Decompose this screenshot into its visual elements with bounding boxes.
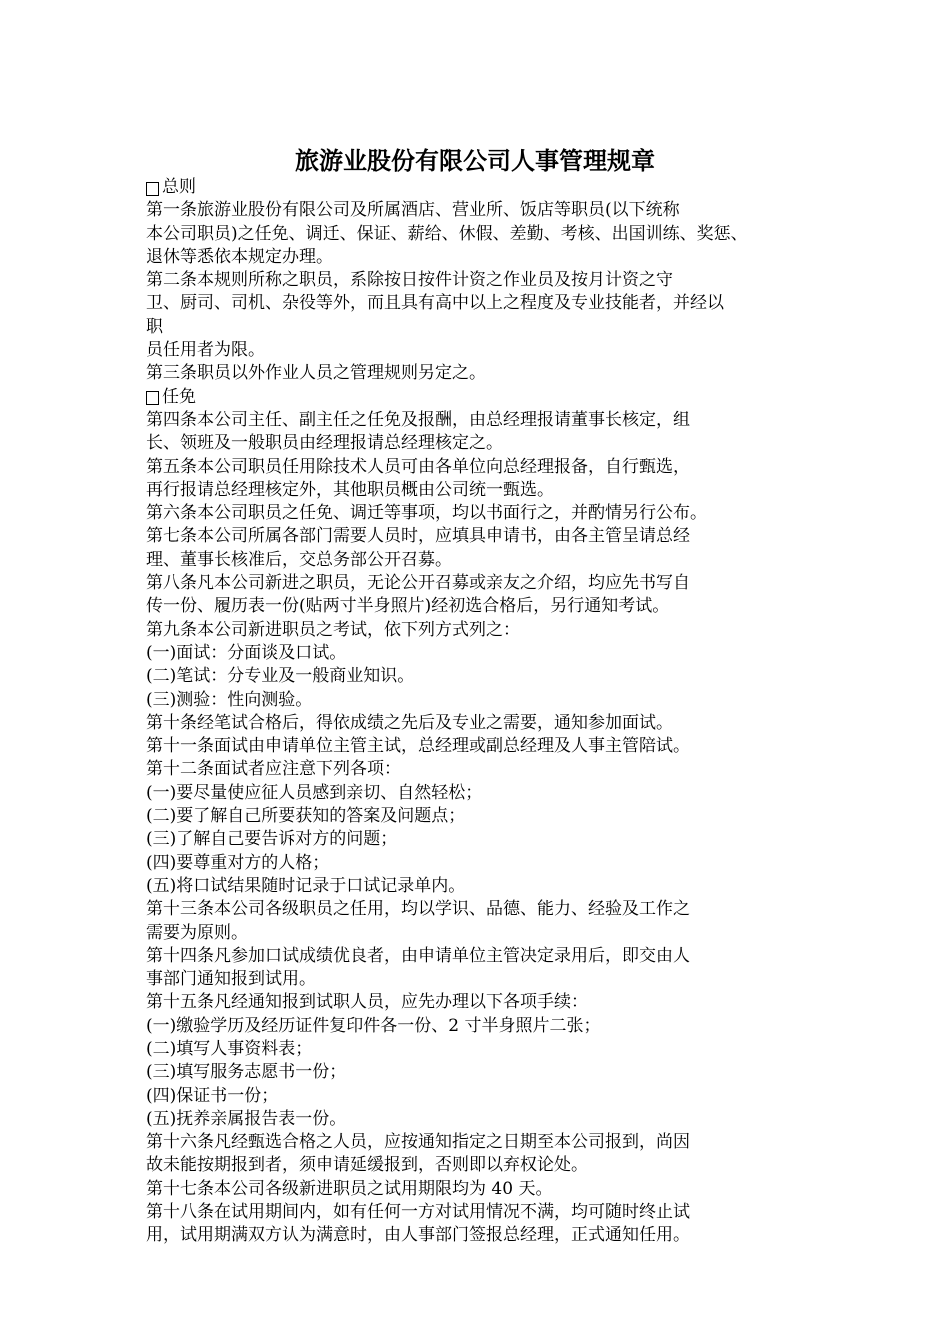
text-line: 第五条本公司职员任用除技术人员可由各单位向总经理报备，自行甄选，: [146, 456, 690, 477]
text-line: 再行报请总经理核定外，其他职员概由公司统一甄选。: [146, 479, 554, 500]
text-line: 第十条经笔试合格后，得依成绩之先后及专业之需要，通知参加面试。: [146, 712, 673, 733]
text-line: 第一条旅游业股份有限公司及所属酒店、营业所、饭店等职员(以下统称: [146, 200, 680, 221]
text-line: (四)要尊重对方的人格；: [146, 852, 330, 873]
text-line: 员任用者为限。: [146, 340, 265, 361]
text-line: (五)抚养亲属报告表一份。: [146, 1108, 347, 1129]
text-line: 事部门通知报到试用。: [146, 969, 316, 990]
text-line: 传一份、履历表一份(贴两寸半身照片)经初选合格后，另行通知考试。: [146, 596, 670, 617]
checkbox-square-icon: [146, 182, 159, 196]
text-line: 第八条凡本公司新进之职员，无论公开召募或亲友之介绍，均应先书写自: [146, 573, 690, 594]
text-line: (一)要尽量使应征人员感到亲切、自然轻松；: [146, 782, 483, 803]
text-line: 第十二条面试者应注意下列各项：: [146, 759, 401, 780]
text-line: 本公司职员)之任免、调迁、保证、薪给、休假、差勤、考核、出国训练、奖惩、: [146, 223, 748, 244]
section-heading: [146, 176, 826, 199]
text-line: (二)要了解自己所要获知的答案及问题点；: [146, 806, 466, 827]
text-line: (二)笔试：分专业及一般商业知识。: [146, 666, 415, 687]
text-line: (一)面试：分面谈及口试。: [146, 642, 347, 663]
checkbox-square-icon: [146, 391, 159, 405]
text-line: 第十五条凡经通知报到试职人员，应先办理以下各项手续：: [146, 992, 588, 1013]
text-line: (四)保证书一份；: [146, 1085, 279, 1106]
text-line: 第三条职员以外作业人员之管理规则另定之。: [146, 363, 486, 384]
text-line: (二)填写人事资料表；: [146, 1038, 313, 1059]
text-line: 卫、厨司、司机、杂役等外，而且具有高中以上之程度及专业技能者，并经以: [146, 293, 724, 314]
section-heading-text: 总则: [162, 177, 196, 197]
text-line: 第十七条本公司各级新进职员之试用期限均为 40 天。: [146, 1178, 553, 1199]
text-line: 退休等悉依本规定办理。: [146, 246, 333, 267]
text-line: 第十六条凡经甄选合格之人员，应按通知指定之日期至本公司报到，尚因: [146, 1132, 690, 1153]
section-heading-text: 任免: [162, 386, 196, 407]
text-line: 用，试用期满双方认为满意时，由人事部门签报总经理，正式通知任用。: [146, 1225, 690, 1246]
text-line: 第十四条凡参加口试成绩优良者，由申请单位主管决定录用后，即交由人: [146, 945, 690, 966]
text-line: 第十一条面试由申请单位主管主试，总经理或副总经理及人事主管陪试。: [146, 736, 690, 757]
document-title: 旅游业股份有限公司人事管理规章: [295, 146, 655, 175]
text-line: 第十八条在试用期间内，如有任何一方对试用情况不满，均可随时终止试: [146, 1202, 690, 1223]
text-line: 第九条本公司新进职员之考试，依下列方式列之：: [146, 619, 520, 640]
text-line: (一)缴验学历及经历证件复印件各一份、2 寸半身照片二张；: [146, 1015, 601, 1036]
text-line: (三)了解自己要告诉对方的问题；: [146, 829, 398, 850]
document-body: [146, 176, 826, 1248]
text-line: 需要为原则。: [146, 922, 248, 943]
section-heading: [146, 386, 826, 409]
text-line: 理、董事长核准后，交总务部公开召募。: [146, 549, 452, 570]
text-line: 第四条本公司主任、副主任之任免及报酬，由总经理报请董事长核定，组: [146, 409, 690, 430]
text-line: 第十三条本公司各级职员之任用，均以学识、品德、能力、经验及工作之: [146, 899, 690, 920]
text-line: (三)测验：性向测验。: [146, 689, 313, 710]
text-line: 第二条本规则所称之职员，系除按日按件计资之作业员及按月计资之守: [146, 270, 673, 291]
text-line: 第七条本公司所属各部门需要人员时，应填具申请书，由各主管呈请总经: [146, 526, 690, 547]
text-line: 故未能按期报到者，须申请延缓报到，否则即以弃权论处。: [146, 1155, 588, 1176]
text-line: 职: [146, 316, 163, 337]
text-line: (五)将口试结果随时记录于口试记录单内。: [146, 875, 466, 896]
text-line: 长、领班及一般职员由经理报请总经理核定之。: [146, 433, 503, 454]
text-line: (三)填写服务志愿书一份；: [146, 1062, 347, 1083]
text-line: 第六条本公司职员之任免、调迁等事项，均以书面行之，并酌情另行公布。: [146, 503, 707, 524]
